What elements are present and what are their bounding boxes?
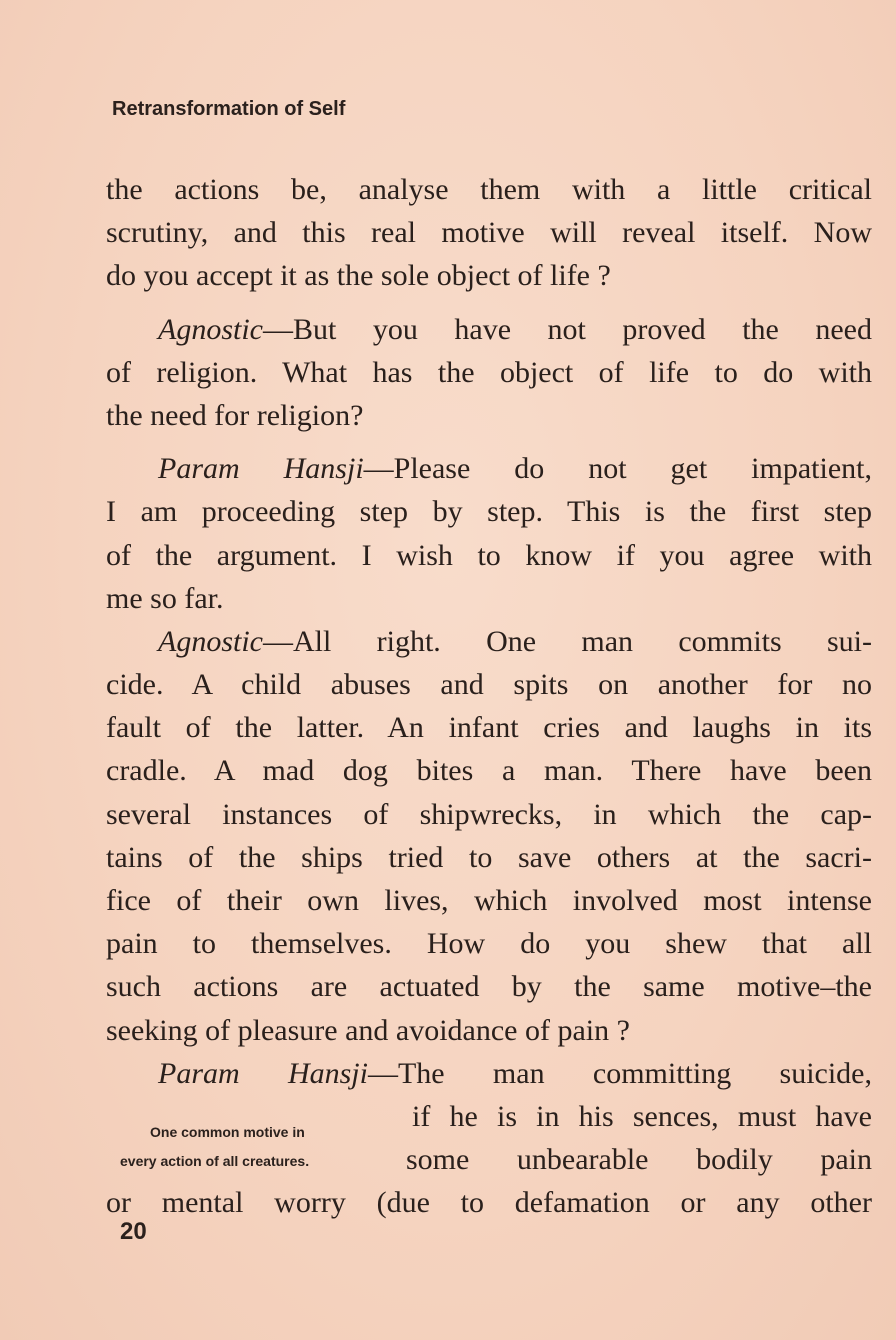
text-line: of religion. What has the object of life to do with <box>106 355 872 389</box>
text-line: do you accept it as the sole object of life ? <box>106 259 611 293</box>
speaker-name: Agnostic <box>158 624 263 658</box>
text-line: fice of their own lives, which involved most intense <box>106 884 872 917</box>
text-line: some unbearable bodily pain <box>406 1143 872 1177</box>
text-line: or mental worry (due to defamation or any other <box>106 1186 872 1220</box>
speech-text: —But you have not proved the need <box>263 312 872 346</box>
text-line: cide. A child abuses and spits on another for no <box>106 668 872 702</box>
text-line: if he is in his sences, must have <box>412 1099 872 1133</box>
text-line: the need for religion? <box>106 398 364 432</box>
speaker-name: Param Hansji <box>158 1056 368 1090</box>
marginal-note: One common motive in <box>150 1123 305 1140</box>
speaker-name: Param Hansji <box>158 452 364 486</box>
text-line: of the argument. I wish to know if you agree with <box>106 538 872 572</box>
speech-text: —The man committing suicide, <box>367 1056 872 1090</box>
running-head: Retransformation of Self <box>112 98 346 120</box>
text-line <box>106 1052 872 1095</box>
body-text <box>106 168 872 1225</box>
page-number: 20 <box>120 1218 147 1245</box>
text-line: me so far. <box>106 581 224 615</box>
text-line: pain to themselves. How do you shew that all <box>106 927 872 961</box>
text-line-with-side-note <box>106 1138 872 1181</box>
text-line: tains of the ships tried to save others at the sacri- <box>106 840 872 874</box>
text-line: several instances of shipwrecks, in which the cap- <box>106 797 872 831</box>
speech-text: —All right. One man commits sui- <box>263 624 872 658</box>
text-line <box>106 308 872 351</box>
marginal-note: every action of all creatures. <box>120 1153 310 1170</box>
text-line <box>106 447 872 490</box>
speech-text: —Please do not get impatient, <box>363 452 872 486</box>
text-line-with-side-note <box>106 1095 872 1138</box>
speaker-name: Agnostic <box>158 312 263 346</box>
text-line <box>106 620 872 663</box>
text-line: cradle. A mad dog bites a man. There have been <box>106 754 872 788</box>
text-line: seeking of pleasure and avoidance of pain ? <box>106 1013 630 1047</box>
text-line: fault of the latter. An infant cries and laughs in its <box>106 711 872 745</box>
text-line: I am proceeding step by step. This is the first step <box>106 495 872 529</box>
text-line: the actions be, analyse them with a little critical <box>106 173 872 206</box>
text-line: such actions are actuated by the same motive–the <box>106 970 872 1004</box>
text-line: scrutiny, and this real motive will reveal itself. Now <box>106 216 872 250</box>
